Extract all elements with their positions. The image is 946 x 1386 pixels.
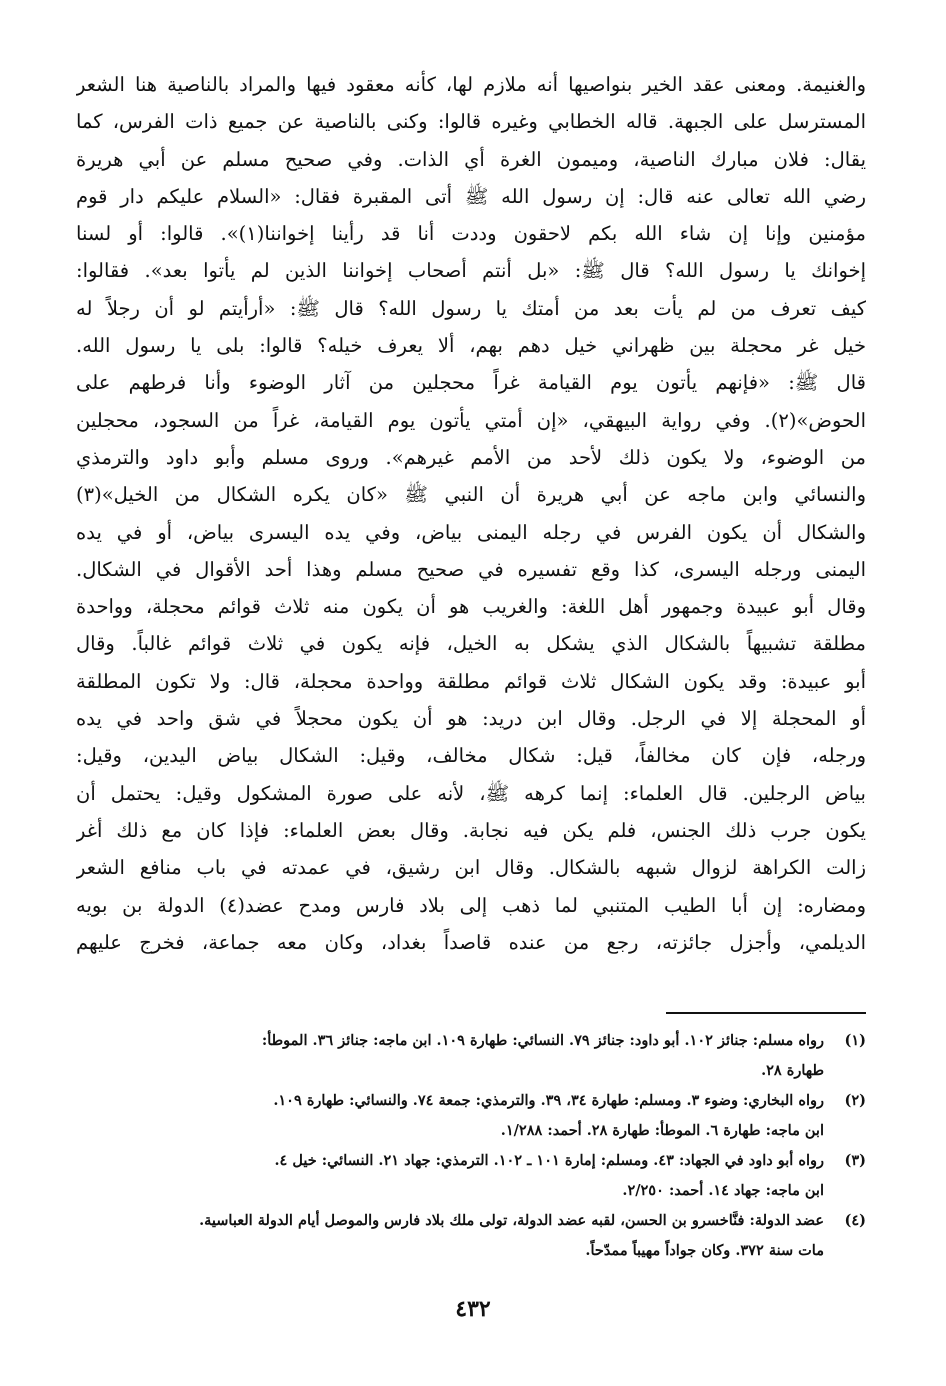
body-line: أبو عبيدة: وقد يكون الشكال ثلاث قوائم مطلقة وواحدة محجلة، قال: ولا تكون المطلقة <box>76 669 866 693</box>
footnote-number: (٢) <box>844 1092 866 1109</box>
body-line: زالت الكراهة لزوال شبهه بالشكال. وقال ابن رشيق، في عمدته في باب منافع الشعر <box>76 856 866 880</box>
page-number: ٤٣٢ <box>455 1296 491 1322</box>
body-line: من الوضوء، ولا يكون ذلك لأحد من الأمم غيرهم». وروى مسلم وأبو داود والترمذي <box>76 445 866 469</box>
body-line: المسترسل على الجبهة. قاله الخطابي وغيره قالوا: وكنى بالناصية عن جميع ذات الفرس، كما <box>76 110 866 134</box>
body-line: مؤمنين وإنا إن شاء الله بكم لاحقون وددت أنا قد رأينا إخواننا(١)». قالوا: أو لسنا <box>76 222 866 246</box>
footnote-line: ابن ماجه: جهاد ١٤. أحمد: ٢/٢٥٠. <box>622 1182 824 1199</box>
footnote-number: (٤) <box>844 1212 866 1229</box>
body-line: والغنيمة. ومعنى عقد الخير بنواصيها أنه ملازم لها، كأنه معقود فيها والمراد بالناصية هنا الشعر <box>76 73 866 96</box>
footnote-3 <box>76 1146 866 1206</box>
body-line: أو المحجلة إلا في الرجل. وقال ابن دريد: هو أن يكون محجلاً في شق واحد في يده <box>76 707 866 731</box>
body-text <box>76 66 866 961</box>
body-line: والشكال أن يكون الفرس في رجله اليمنى بياض، وفي يده اليسرى بياض، أو في يده <box>76 520 866 544</box>
body-line: يقال: فلان مبارك الناصية، وميمون الغرة أي الذات. وفي صحيح مسلم عن أبي هريرة <box>76 147 866 171</box>
footnote-1 <box>76 1026 866 1086</box>
footnote-line: رواه أبو داود في الجهاد: ٤٣. ومسلم: إمارة ١٠١ ـ ١٠٢. الترمذي: جهاد ٢١. النسائي: خيل ٤. <box>274 1152 824 1169</box>
body-line: إخوانك يا رسول الله؟ قال ﷺ: «بل أنتم أصحاب إخواننا الذين لم يأتوا بعد». فقالوا: <box>76 259 866 283</box>
body-line: يكون جرب ذلك الجنس، فلم يكن فيه نجابة. وقال بعض العلماء: فإذا كان مع ذلك أغر <box>76 818 866 842</box>
body-line: كيف تعرف من لم يأت بعد من أمتك يا رسول الله؟ قال ﷺ: «أرأيتم لو أن رجلاً له <box>76 296 866 320</box>
footnote-line: طهارة ٢٨. <box>761 1062 824 1079</box>
body-line: الحوض»(٢). وفي رواية البيهقي، «إن أمتي يأتون يوم القيامة، غراً من السجود، محجلين <box>76 408 866 432</box>
footnotes <box>76 1026 866 1266</box>
body-line: مطلقة تشبيهاً بالشكال الذي يشكل به الخيل، فإنه يكون في ثلاث قوائم غالباً. وقال <box>76 632 866 656</box>
footnote-line: ابن ماجه: طهارة ٦. الموطأ: طهارة ٢٨. أحمد: ١/٢٨٨. <box>500 1122 824 1139</box>
body-line: ورجله، فإن كان مخالفاً، قيل: شكال مخالف، وقيل: الشكال بياض اليدين، وقيل: <box>76 744 866 768</box>
footnote-separator <box>666 1012 866 1014</box>
footnote-line: عضد الدولة: فنَّاخسرو بن الحسن، لقبه عضد الدولة، تولى ملك بلاد فارس والموصل أيام الدولة العباسية. <box>199 1212 824 1229</box>
body-line: بياض الرجلين. قال العلماء: إنما كرهه ﷺ، لأنه على صورة المشكول وقيل: يحتمل أن <box>76 781 866 805</box>
footnote-line: رواه مسلم: جنائز ١٠٢. أبو داود: جنائز ٧٩. النسائي: طهارة ١٠٩. ابن ماجه: جنائز ٣٦. الموطأ: <box>261 1032 824 1049</box>
footnote-2 <box>76 1086 866 1146</box>
body-line: قال ﷺ: «فإنهم يأتون يوم القيامة غراً محجلين من آثار الوضوء وأنا فرطهم على <box>76 371 866 395</box>
body-line: اليمنى ورجله اليسرى، كذا وقع تفسيره في صحيح مسلم وهذا أحد الأقوال في الشكال. <box>76 557 866 581</box>
footnote-number: (٣) <box>844 1152 866 1169</box>
body-line: وقال أبو عبيدة وجمهور أهل اللغة: والغريب هو أن يكون منه ثلاث قوائم محجلة، وواحدة <box>76 595 866 619</box>
body-line: رضي الله تعالى عنه قال: إن رسول الله ﷺ أتى المقبرة فقال: «السلام عليكم دار قوم <box>76 184 866 208</box>
body-line: والنسائي وابن ماجه عن أبي هريرة أن النبي ﷺ «كان يكره الشكال من الخيل»(٣) <box>76 483 866 507</box>
footnote-number: (١) <box>844 1032 866 1049</box>
footnote-4 <box>76 1206 866 1266</box>
body-line: الديلمي، وأجزل جائزته، رجع من عنده قاصداً بغداد، وكان معه جماعة، فخرج عليهم <box>76 930 866 954</box>
footnote-line: مات سنة ٣٧٢. وكان جواداً مهيباً ممدّحاً. <box>585 1242 824 1259</box>
body-line: خيل غر محجلة بين ظهراني خيل دهم بهم، ألا يعرف خيله؟ قالوا: بلى يا رسول الله. <box>76 334 866 358</box>
footnote-line: رواه البخاري: وضوء ٣. ومسلم: طهارة ٣٤، ٣٩. والترمذي: جمعة ٧٤. والنسائي: طهارة ١٠٩. <box>273 1092 824 1109</box>
body-line: ومضاره: إن أبا الطيب المتنبي لما ذهب إلى بلاد فارس ومدح عضد(٤) الدولة بن بويه <box>76 893 866 917</box>
